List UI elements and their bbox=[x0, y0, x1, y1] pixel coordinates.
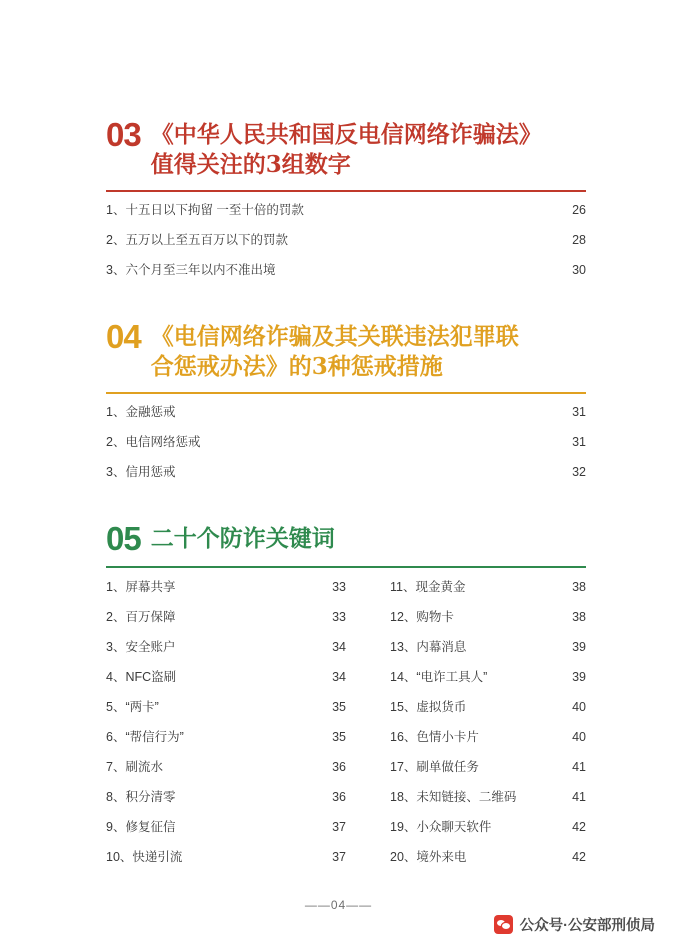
toc-entry-page: 36 bbox=[332, 789, 346, 804]
toc-entry[interactable] bbox=[106, 458, 586, 488]
toc-entry-label: 3、信用惩戒 bbox=[106, 465, 176, 480]
section-header-05 bbox=[106, 519, 586, 557]
toc-entry[interactable] bbox=[390, 602, 586, 632]
toc-entry[interactable] bbox=[106, 602, 346, 632]
toc-entry[interactable] bbox=[390, 692, 586, 722]
section-title-04 bbox=[151, 320, 519, 382]
toc-entry-label: 2、电信网络惩戒 bbox=[106, 435, 201, 450]
toc-entry-page: 40 bbox=[572, 699, 586, 714]
toc-entry-page: 42 bbox=[572, 819, 586, 834]
toc-entry[interactable] bbox=[106, 662, 346, 692]
section-title-line2: 合惩戒办法》的3种惩戒措施 bbox=[150, 352, 443, 380]
toc-entry-label: 18、未知链接、二维码 bbox=[390, 789, 517, 804]
toc-entry-label: 5、“两卡” bbox=[106, 699, 159, 714]
toc-entry-page: 31 bbox=[572, 405, 586, 420]
section-number-05: 05 bbox=[106, 519, 141, 557]
toc-entry-label: 1、屏幕共享 bbox=[106, 579, 176, 594]
toc-entry[interactable] bbox=[106, 196, 586, 226]
entry-column-left bbox=[106, 572, 346, 872]
section-title-line1: 《电信网络诈骗及其关联违法犯罪联 bbox=[150, 322, 519, 350]
toc-entry-label: 2、百万保障 bbox=[106, 609, 176, 624]
toc-entry-label: 15、虚拟货币 bbox=[390, 699, 467, 714]
toc-entry-page: 26 bbox=[572, 203, 586, 218]
toc-entry-page: 35 bbox=[332, 699, 346, 714]
toc-entry-page: 32 bbox=[572, 465, 586, 480]
toc-entry-page: 41 bbox=[572, 789, 586, 804]
toc-entry-label: 17、刷单做任务 bbox=[390, 759, 479, 774]
page-folio: ——04—— bbox=[304, 898, 373, 912]
toc-entry[interactable] bbox=[106, 632, 346, 662]
toc-entry-label: 20、境外来电 bbox=[390, 849, 467, 864]
section-title-05 bbox=[151, 522, 335, 554]
toc-entry-page: 34 bbox=[332, 669, 346, 684]
wechat-logo-icon bbox=[494, 915, 513, 934]
toc-entry-label: 1、十五日以下拘留 一至十倍的罚款 bbox=[106, 203, 304, 218]
toc-entry[interactable] bbox=[106, 428, 586, 458]
watermark-label: 公众号·公安部刑侦局 bbox=[519, 918, 655, 934]
toc-entry[interactable] bbox=[390, 842, 586, 872]
toc-entry-page: 38 bbox=[572, 579, 586, 594]
toc-entry-label: 11、现金黄金 bbox=[390, 579, 466, 594]
toc-entry[interactable] bbox=[390, 572, 586, 602]
toc-entry[interactable] bbox=[106, 256, 586, 286]
toc-entry-label: 10、快递引流 bbox=[106, 849, 183, 864]
toc-entry[interactable] bbox=[390, 812, 586, 842]
toc-section-03 bbox=[106, 118, 586, 286]
toc-entry-page: 35 bbox=[332, 729, 346, 744]
toc-entry-label: 3、安全账户 bbox=[106, 639, 176, 654]
toc-entry[interactable] bbox=[106, 692, 346, 722]
toc-entry-label: 3、六个月至三年以内不准出境 bbox=[106, 263, 276, 278]
toc-entry-page: 42 bbox=[572, 849, 586, 864]
section-divider-05 bbox=[106, 566, 586, 568]
toc-entry-page: 28 bbox=[572, 233, 586, 248]
toc-entry-label: 8、积分清零 bbox=[106, 789, 176, 804]
entry-list-05 bbox=[106, 572, 586, 872]
toc-entry-label: 6、“帮信行为” bbox=[106, 729, 184, 744]
toc-entry-page: 30 bbox=[572, 263, 586, 278]
toc-entry[interactable] bbox=[106, 782, 346, 812]
toc-entry[interactable] bbox=[390, 782, 586, 812]
toc-entry[interactable] bbox=[106, 752, 346, 782]
section-number-03: 03 bbox=[106, 116, 141, 153]
toc-entry[interactable] bbox=[390, 632, 586, 662]
toc-section-04 bbox=[106, 317, 586, 488]
toc-entry-page: 39 bbox=[572, 669, 586, 684]
section-title-line1: 二十个防诈关键词 bbox=[150, 524, 335, 552]
section-divider-03 bbox=[106, 190, 586, 192]
section-title-line2: 值得关注的3组数字 bbox=[150, 150, 351, 178]
toc-entry-page: 37 bbox=[332, 819, 346, 834]
toc-entry-label: 9、修复征信 bbox=[106, 819, 176, 834]
toc-entry[interactable] bbox=[106, 722, 346, 752]
watermark bbox=[494, 914, 655, 935]
toc-entry-label: 1、金融惩戒 bbox=[106, 405, 176, 420]
toc-content bbox=[106, 118, 586, 872]
section-header-03 bbox=[106, 118, 586, 180]
toc-entry[interactable] bbox=[106, 226, 586, 256]
toc-entry[interactable] bbox=[106, 398, 586, 428]
toc-entry[interactable] bbox=[390, 722, 586, 752]
entry-list-03 bbox=[106, 196, 586, 286]
section-divider-04 bbox=[106, 392, 586, 394]
toc-entry-label: 4、NFC盗刷 bbox=[106, 669, 177, 684]
toc-entry-page: 40 bbox=[572, 729, 586, 744]
section-title-line1: 《中华人民共和国反电信网络诈骗法》 bbox=[150, 121, 542, 148]
toc-entry-label: 13、内幕消息 bbox=[390, 639, 467, 654]
toc-entry-page: 33 bbox=[332, 579, 346, 594]
toc-entry[interactable] bbox=[106, 812, 346, 842]
toc-entry-page: 39 bbox=[572, 639, 586, 654]
toc-entry-page: 31 bbox=[572, 435, 586, 450]
toc-entry-label: 2、五万以上至五百万以下的罚款 bbox=[106, 233, 288, 248]
toc-entry-label: 19、小众聊天软件 bbox=[390, 819, 492, 834]
toc-entry-page: 38 bbox=[572, 609, 586, 624]
toc-entry-page: 41 bbox=[572, 759, 586, 774]
entry-column-right bbox=[346, 572, 586, 872]
toc-section-05 bbox=[106, 519, 586, 873]
section-header-04 bbox=[106, 317, 586, 382]
toc-entry[interactable] bbox=[390, 752, 586, 782]
toc-entry-label: 16、色情小卡片 bbox=[390, 729, 479, 744]
section-number-04: 04 bbox=[106, 317, 141, 355]
toc-entry-label: 7、刷流水 bbox=[106, 759, 163, 774]
toc-entry-page: 33 bbox=[332, 609, 346, 624]
toc-entry-page: 37 bbox=[332, 849, 346, 864]
toc-entry-label: 14、“电诈工具人” bbox=[390, 669, 488, 684]
section-title-03 bbox=[151, 118, 542, 180]
toc-entry-page: 34 bbox=[332, 639, 346, 654]
toc-entry[interactable] bbox=[390, 662, 586, 692]
toc-entry[interactable] bbox=[106, 842, 346, 872]
toc-entry-label: 12、购物卡 bbox=[390, 609, 454, 624]
entry-list-04 bbox=[106, 398, 586, 488]
toc-entry[interactable] bbox=[106, 572, 346, 602]
toc-entry-page: 36 bbox=[332, 759, 346, 774]
